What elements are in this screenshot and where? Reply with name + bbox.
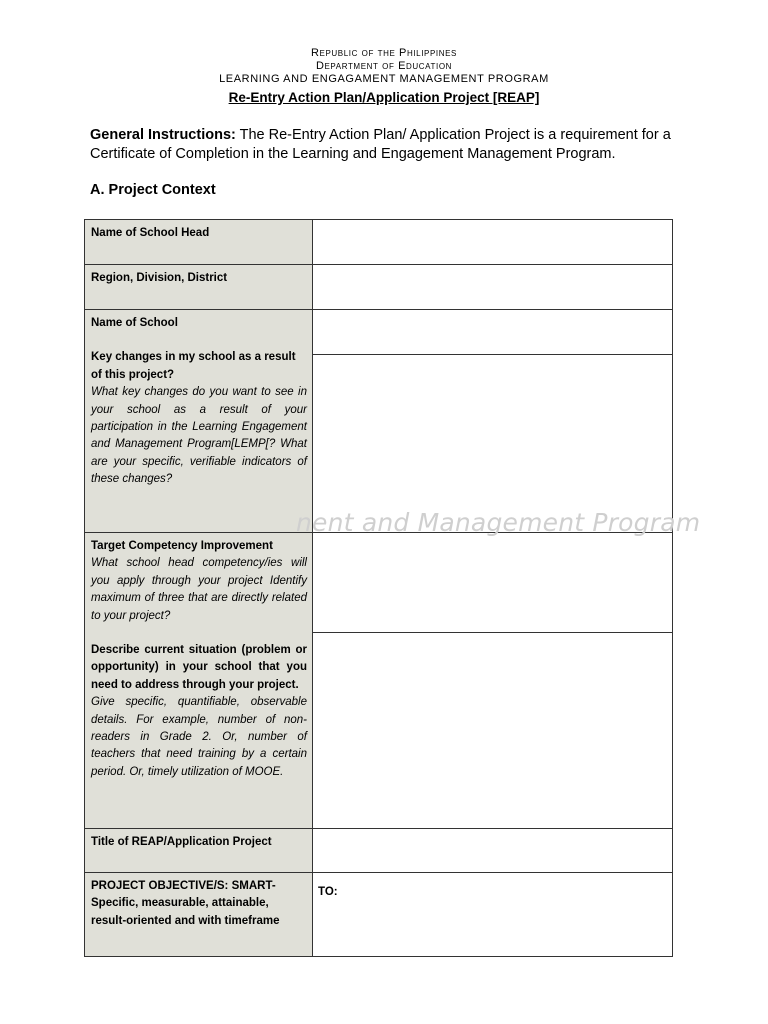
label-cell [85, 265, 313, 310]
header-department: Department of Education [315, 60, 453, 72]
situation-field[interactable] [313, 633, 673, 829]
reap-title-label: Title of REAP/Application Project [91, 836, 272, 848]
general-instructions [90, 126, 690, 164]
label-cell [85, 220, 313, 265]
label-cell [85, 310, 313, 533]
spacer [91, 625, 307, 642]
spacer [91, 332, 307, 349]
table-row [85, 873, 673, 957]
label-cell [85, 873, 313, 957]
table-row [85, 829, 673, 873]
table-row [85, 265, 673, 310]
table-row [85, 220, 673, 265]
table-row [85, 533, 673, 633]
header-republic: Republic of the Philippines [310, 47, 457, 59]
watermark-text: nent and Management Program [296, 508, 701, 537]
competency-field[interactable] [313, 533, 673, 633]
label-cell [85, 829, 313, 873]
school-name-field[interactable] [313, 310, 673, 355]
instructions-label: General Instructions: [90, 127, 236, 143]
situation-label: Describe current situation (problem or opportunity) in your school that you need to address through your project. [91, 644, 307, 691]
table-row [85, 310, 673, 355]
key-changes-help: What key changes do you want to see in your school as a result of your participation in the Learning Engagement and Management Program[LEMP[? What are your specific, verifiable indicators of these changes? [91, 386, 307, 486]
instructions-text: The Re-Entry Action Plan/ Application Project is a requirement for a Certificate of Completion in the Learning and Engagement Management Program. [90, 127, 671, 162]
label-cell [85, 533, 313, 829]
key-changes-field[interactable] [313, 355, 673, 533]
objective-to-text: TO: [318, 886, 338, 898]
section-heading: A. Project Context [90, 182, 216, 198]
objective-label: PROJECT OBJECTIVE/S: SMART-Specific, measurable, attainable, result-oriented and with timeframe [91, 880, 280, 927]
key-changes-label: Key changes in my school as a result of this project? [91, 351, 296, 381]
header-program: LEARNING AND ENGAGAMENT MANAGEMENT PROGRAM [219, 73, 549, 85]
situation-help: Give specific, quantifiable, observable details. For example, number of non-readers in Grade 2. Or, number of teachers that need training by a certain period. Or, timely utilization of MOOE. [91, 696, 307, 778]
school-head-field[interactable] [313, 220, 673, 265]
project-context-table [84, 219, 673, 957]
competency-label: Target Competency Improvement [91, 540, 273, 552]
reap-title-field[interactable] [313, 829, 673, 873]
school-name-label: Name of School [91, 317, 178, 329]
school-head-label: Name of School Head [91, 227, 210, 239]
competency-help: What school head competency/ies will you apply through your project Identify maximum of three that are directly related to your project? [91, 557, 307, 622]
document-title: Re-Entry Action Plan/Application Project [REAP] [228, 90, 540, 105]
objective-field[interactable] [313, 873, 673, 957]
region-label: Region, Division, District [91, 272, 228, 284]
region-field[interactable] [313, 265, 673, 310]
